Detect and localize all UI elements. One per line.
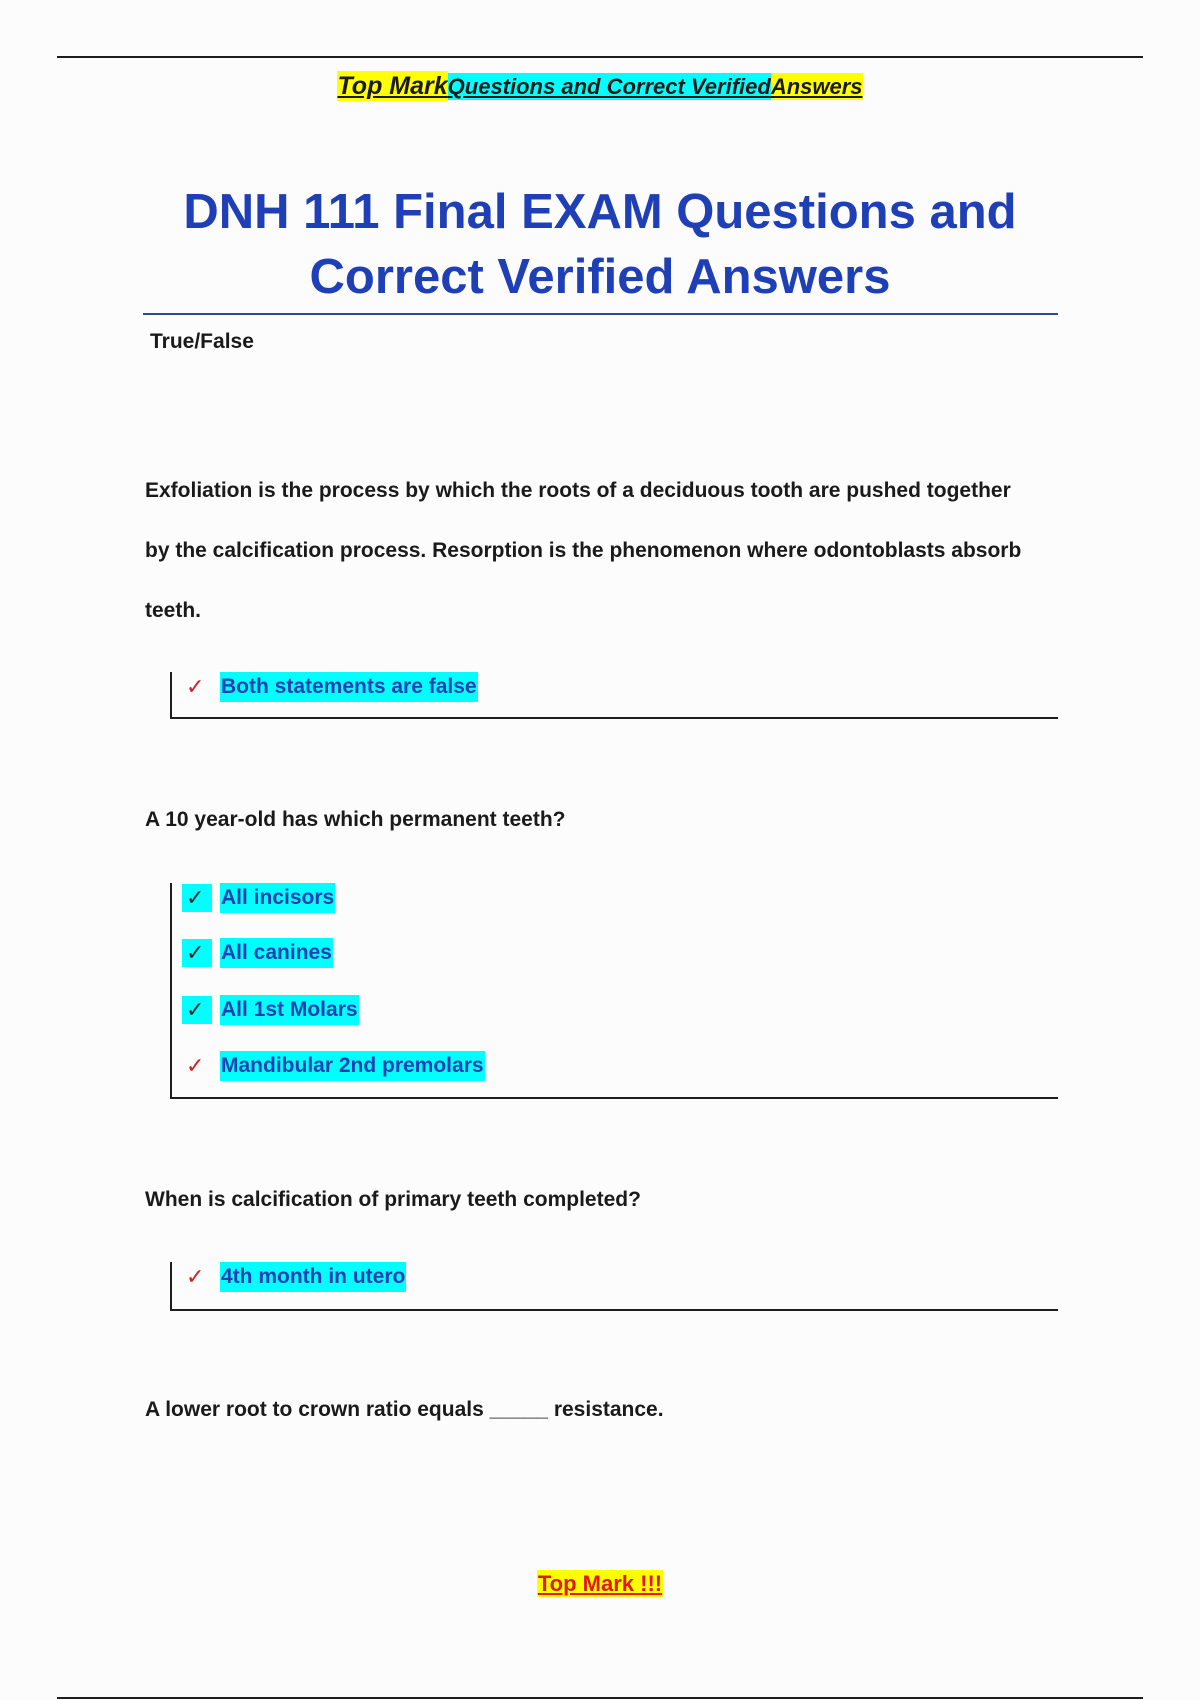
- header-brand: Top Mark: [337, 72, 448, 100]
- check-icon: ✓: [186, 674, 205, 699]
- check-icon: ✓: [186, 1264, 205, 1289]
- question-1-line-1: Exfoliation is the process by which the roots of a deciduous tooth are pushed together: [145, 479, 1011, 502]
- section-label: True/False: [150, 330, 254, 353]
- answer-item: [182, 995, 359, 1025]
- page-header: [0, 72, 1200, 101]
- title-underline: [143, 313, 1058, 315]
- question-3: When is calcification of primary teeth completed?: [145, 1188, 641, 1211]
- question-4: A lower root to crown ratio equals _____ resistance.: [145, 1398, 664, 1421]
- check-icon: ✓: [182, 939, 212, 967]
- answer-text: Both statements are false: [220, 672, 478, 702]
- answer-text: All 1st Molars: [220, 995, 359, 1025]
- answer-text: Mandibular 2nd premolars: [220, 1051, 485, 1081]
- answer-box-2: [170, 883, 1058, 1099]
- answer-text: All incisors: [220, 883, 335, 913]
- answer-item: [182, 938, 333, 968]
- answer-box-1: [170, 672, 1058, 719]
- title-line-2: Correct Verified Answers: [309, 250, 891, 304]
- answer-item: [182, 1262, 406, 1292]
- answer-text: 4th month in utero: [220, 1262, 406, 1292]
- question-1: [145, 461, 1065, 641]
- footer-mark: [0, 1571, 1200, 1597]
- header-end: Answers: [770, 74, 863, 99]
- question-1-line-2: by the calcification process. Resorption is the phenomenon where odontoblasts absorb: [145, 539, 1022, 562]
- answer-item: [182, 1051, 485, 1081]
- answer-text: All canines: [220, 938, 333, 968]
- answer-item: [182, 883, 335, 913]
- check-icon: ✓: [182, 884, 212, 912]
- bottom-rule: [57, 1697, 1143, 1699]
- answer-item: [182, 672, 478, 702]
- title-line-1: DNH 111 Final EXAM Questions and: [183, 185, 1017, 239]
- check-icon: ✓: [182, 996, 212, 1024]
- top-rule: [57, 56, 1143, 58]
- question-1-line-3: teeth.: [145, 599, 202, 622]
- header-middle: Questions and Correct Verified: [447, 74, 771, 99]
- footer-text: Top Mark !!!: [537, 1571, 663, 1596]
- document-title: [140, 180, 1060, 310]
- question-2: A 10 year-old has which permanent teeth?: [145, 808, 566, 831]
- answer-box-3: [170, 1262, 1058, 1311]
- check-icon: ✓: [186, 1053, 205, 1078]
